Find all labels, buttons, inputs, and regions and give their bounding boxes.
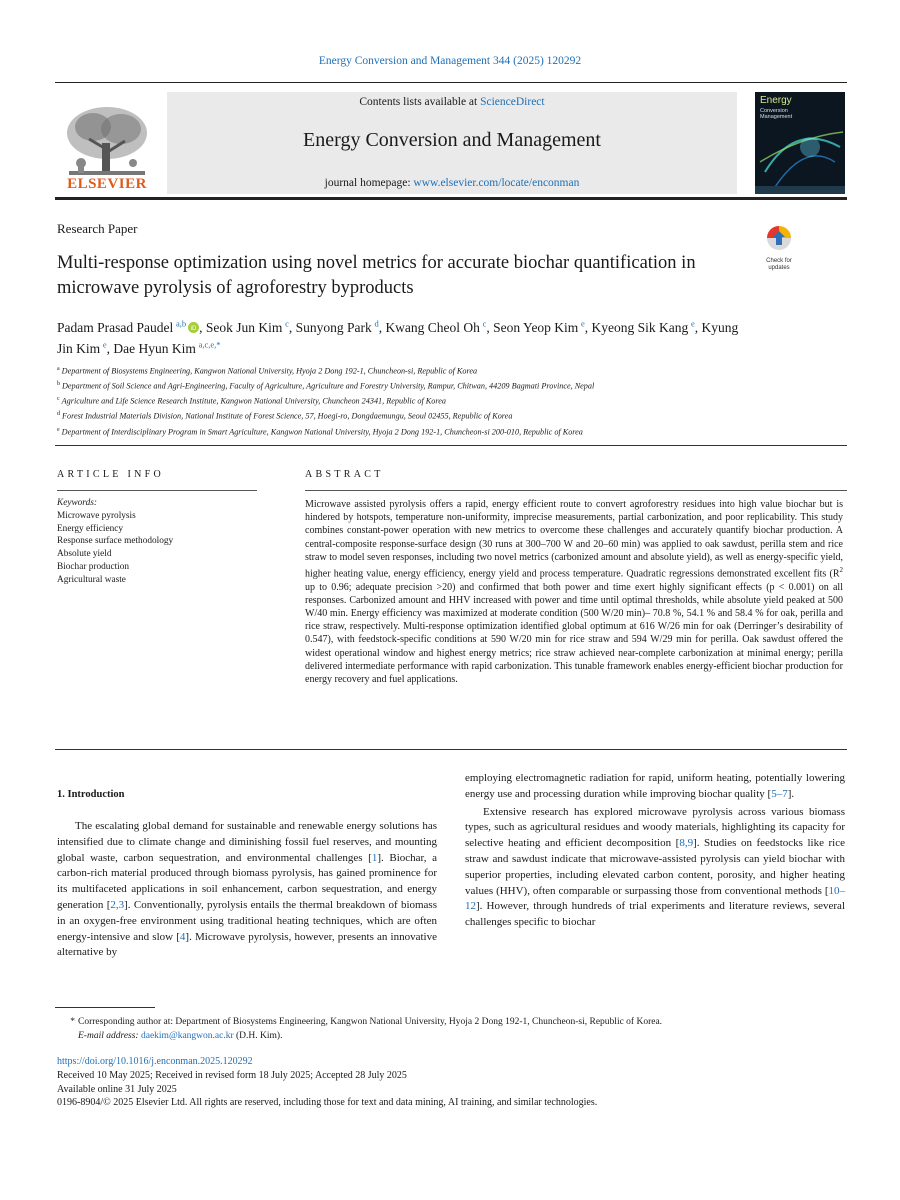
author-name[interactable]: Seon Yeop Kim — [493, 320, 579, 335]
citation-link[interactable]: 10–12 — [465, 884, 845, 913]
corresponding-author-footnote — [57, 1015, 847, 1043]
contents-line — [167, 96, 737, 108]
article-title: Multi-response optimization using novel metrics for accurate biochar quantification in microwave pyrolysis of agroforestry byproducts — [57, 253, 696, 298]
abstract-rule — [305, 490, 847, 491]
cover-subtitle — [760, 108, 792, 120]
check-for-updates-badge[interactable] — [758, 225, 800, 271]
online-date: Available online 31 July 2025 — [57, 1083, 177, 1095]
abstract-text — [305, 498, 843, 686]
sciencedirect-link[interactable]: ScienceDirect — [480, 96, 545, 108]
affiliation-item — [57, 378, 847, 393]
corresponding-text: Corresponding author at: Department of Biosystems Engineering, Kangwon National University, Hyoja 2 Dong 192-1, Chuncheon-si, Republic of Korea. — [78, 1017, 663, 1027]
citation-link[interactable]: 2,3 — [110, 898, 125, 911]
abstract-heading: ABSTRACT — [305, 469, 384, 480]
intro-paragraph — [57, 819, 437, 961]
journal-homepage-link[interactable]: www.elsevier.com/locate/enconman — [413, 177, 580, 189]
citation-link[interactable]: 4 — [179, 930, 186, 943]
intro-left-column — [57, 819, 437, 961]
author-name[interactable]: Kyeong Sik Kang — [591, 320, 689, 335]
abstract-part2: up to 0.96; adequate precision >20) and confirmed that both power and time exert highly significant effects (p < 0.001) on all responses. Carbonized amount and HHV increased with power and time until optimal thresholds, while absolute yield peaked at 500 W/40 min. Energy efficiency was maximized at moderate condition (500 W/20 min)– 70.8 %, 54.1 % and 58.4 % for oak, perilla and rice straw, respectively. Multi-response optimization identified global optimum at 616 W/26 min for oak (Derringer’s desirability of 0.547), with feedstock-specific conditions at 590 W/20 min for rice straw and 594 W/29 min for perilla. Oak sawdust offered the widest operational window and highest energy metrics; rice straw achieved near-complete carbonization at minimal energy; perilla delivered intermediate performance with rapid carbonization. This tunable framework enables energy-efficient biochar production for energy recovery and fuel applications. — [305, 581, 843, 685]
email-link[interactable]: daekim@kangwon.ac.kr — [140, 1031, 234, 1041]
abstract-end-rule — [55, 749, 847, 750]
keyword-item: Biochar production — [57, 561, 130, 572]
author-name[interactable]: Dae Hyun Kim — [113, 341, 196, 356]
intro-paragraph — [465, 771, 845, 803]
affiliation-item — [57, 424, 847, 439]
crossmark-line2: updates — [768, 265, 790, 271]
affiliation-divider — [55, 445, 847, 446]
doi-link[interactable]: https://doi.org/10.1016/j.enconman.2025.120292 — [57, 1056, 253, 1067]
crossmark-icon — [758, 225, 800, 253]
header-bottom-rule — [55, 197, 847, 200]
journal-masthead — [167, 92, 737, 194]
homepage-prefix: journal homepage: — [324, 177, 414, 189]
keyword-item: Energy efficiency — [57, 523, 123, 534]
introduction-heading: 1. Introduction — [57, 789, 125, 800]
author-name[interactable]: Kwang Cheol Oh — [385, 320, 480, 335]
keywords-block — [57, 497, 257, 587]
homepage-line — [167, 177, 737, 189]
author-affiliation-marker[interactable]: a,c,e,* — [198, 339, 221, 350]
intro-text: employing electromagnetic radiation for rapid, uniform heating, potentially lowering energy use and processing duration while improving biochar quality [ — [465, 772, 845, 800]
citation-link[interactable]: 1 — [371, 851, 378, 864]
cover-subtitle-line1: Conversion — [760, 108, 788, 114]
journal-cover-image[interactable] — [755, 92, 845, 194]
affiliation-item — [57, 408, 847, 423]
cover-subtitle-line2: Management — [760, 114, 793, 121]
intro-text: ]. Microwave pyrolysis, however, presents an innovative alternative by — [57, 930, 437, 959]
author-name[interactable]: Kyung Jin Kim — [57, 320, 739, 356]
intro-text: ]. Studies on feedstocks like rice straw and sawdust indicate that microwave-assisted pyrolysis can yield biochar with superior properties, including elevated carbon content, porosity, and higher heating values (HHV), often comparable or surpassing those from conventional methods [ — [465, 837, 845, 897]
author-affiliation-marker[interactable]: d — [374, 318, 379, 329]
affiliation-text: Agriculture and Life Science Research Institute, Kangwon National University, Chuncheon 24341, Republic of Korea — [61, 397, 446, 407]
abstract-superscript: 2 — [839, 566, 843, 575]
elsevier-wordmark: ELSEVIER — [67, 176, 147, 192]
author-name[interactable]: Seok Jun Kim — [205, 320, 283, 335]
keyword-item: Response surface methodology — [57, 536, 174, 547]
affiliation-text: Department of Interdisciplinary Program in Smart Agriculture, Kangwon National University, Hyoja 2 Dong 192-1, Chuncheon-si 200-010, Republic of Korea — [61, 427, 583, 437]
keywords-label: Keywords: — [57, 498, 97, 508]
intro-paragraph — [465, 805, 845, 931]
keyword-item: Absolute yield — [57, 549, 112, 560]
affiliation-letter: e — [57, 426, 60, 433]
intro-text: The escalating global demand for sustainable and renewable energy solutions has intensified due to climate change and diminishing fossil fuel reserves, and mounting global waste, carbon sequestration, and environmental challenges [ — [57, 820, 437, 864]
email-label: E-mail address: — [78, 1031, 139, 1041]
affiliation-list — [57, 363, 847, 439]
citation-link[interactable]: 8,9 — [679, 837, 694, 850]
contents-prefix: Contents lists available at — [359, 96, 481, 108]
affiliation-item — [57, 363, 847, 378]
footnote-rule — [55, 1007, 155, 1008]
author-name[interactable]: Padam Prasad Paudel — [57, 320, 174, 335]
journal-reference-link[interactable]: Energy Conversion and Management 344 (2025) 120292 — [318, 55, 582, 67]
crossmark-line1: Check for — [766, 258, 792, 264]
crossmark-label — [758, 258, 800, 272]
affiliation-item — [57, 393, 847, 408]
affiliation-text: Department of Biosystems Engineering, Kangwon National University, Hyoja 2 Dong 192-1, Chuncheon-si, Republic of Korea — [61, 366, 478, 376]
article-type: Research Paper — [57, 221, 138, 236]
intro-text: ]. However, through hundreds of trial experiments and literature reviews, several challenges specific to biochar — [465, 900, 845, 929]
affiliation-letter: a — [57, 366, 60, 372]
author-name[interactable]: Sunyong Park — [295, 320, 372, 335]
cover-title: Energy — [760, 95, 792, 106]
citation-link[interactable]: 5–7 — [771, 787, 788, 800]
orcid-icon[interactable] — [188, 322, 199, 333]
intro-text: ]. Biochar, a carbon-rich material produced through biomass pyrolysis, has gained prominence for its multifaceted applications in soil enhancement, carbon sequestration, and energy generation [ — [57, 851, 437, 911]
affiliation-letter: d — [57, 411, 60, 418]
abstract-part1: Microwave assisted pyrolysis offers a rapid, energy efficient route to convert agroforestry residues into high value biochar but is hindered by hotspots, temperature non-uniformity, imprecise measurements, partial carbonization, and poor replicability. This study combines constant-power operation with new metrics to overcome these challenges and accurately quantify biochar production. A central-composite response-surface design (30 runs at 300–700 W and 20–60 min) was applied to oak sawdust, perilla stem and rice straw to model seven responses, including two novel metrics (carbonized amount and absolute yield), as well as energy-specific yield, higher heating value, energy efficiency, energy yield and process temperature. Quadratic regressions demonstrated excellent fits (R — [305, 499, 843, 580]
affiliation-text: Department of Soil Science and Agri-Engineering, Faculty of Agriculture, Agriculture and Forestry University, Rampur, Chitwan, 44209 Bagmati Province, Nepal — [62, 381, 595, 391]
email-line — [57, 1029, 847, 1043]
article-info-rule — [57, 490, 257, 491]
keyword-item: Agricultural waste — [57, 574, 126, 585]
journal-name: Energy Conversion and Management — [303, 129, 601, 151]
author-list: Padam Prasad Paudel $^{a,b}$ iD , Seok Jun Kim $^c$, Sunyong Park $^d$, Kwang Cheol Oh $^c$, Seon Yeop Kim $^e$, Kyeong Sik Kang $^e$, Kyung Jin Kim $^e$, Dae Hyun Kim $^{a,c,e,*}$ — [57, 318, 739, 356]
intro-text: ]. — [787, 787, 795, 800]
intro-text: Extensive research has explored microwave pyrolysis across various biomass types, such as agricultural residues and woody materials, highlighting its capacity for selective heating and efficient decomposition [ — [465, 805, 845, 850]
header-top-rule — [55, 82, 847, 83]
keyword-item: Microwave pyrolysis — [57, 510, 136, 521]
svg-text:iD: iD — [190, 326, 197, 332]
affiliation-letter: b — [57, 381, 60, 388]
author-affiliation-marker[interactable]: a,b — [175, 318, 187, 329]
article-metadata — [57, 1055, 847, 1110]
author-affiliation-marker[interactable]: c — [482, 318, 487, 329]
email-suffix: (D.H. Kim). — [233, 1031, 283, 1041]
affiliation-letter: c — [57, 396, 60, 403]
footnote-marker: * — [70, 1017, 75, 1027]
received-dates: Received 10 May 2025; Received in revised form 18 July 2025; Accepted 28 July 2025 — [57, 1069, 407, 1081]
author-affiliation-marker[interactable]: c — [285, 318, 289, 329]
author-affiliation-marker[interactable]: e — [581, 318, 585, 329]
intro-right-column — [465, 771, 845, 931]
intro-text: ]. Conventionally, pyrolysis entails the thermal breakdown of biomass in an oxygen-free environment using traditional heating techniques, which are often energy-intensive and slow [ — [57, 898, 437, 943]
article-info-heading: ARTICLE INFO — [57, 469, 165, 480]
author-affiliation-marker[interactable]: e — [102, 339, 107, 350]
corresponding-line — [57, 1015, 847, 1029]
author-affiliation-marker[interactable]: e — [691, 318, 695, 329]
affiliation-text: Forest Industrial Materials Division, National Institute of Forest Science, 57, Hoegi-ro, Dongdaemungu, Seoul 02455, Republic of Korea — [62, 412, 513, 422]
copyright-notice: 0196-8904/© 2025 Elsevier Ltd. All rights are reserved, including those for text and data mining, AI training, and similar technologies. — [57, 1097, 598, 1109]
